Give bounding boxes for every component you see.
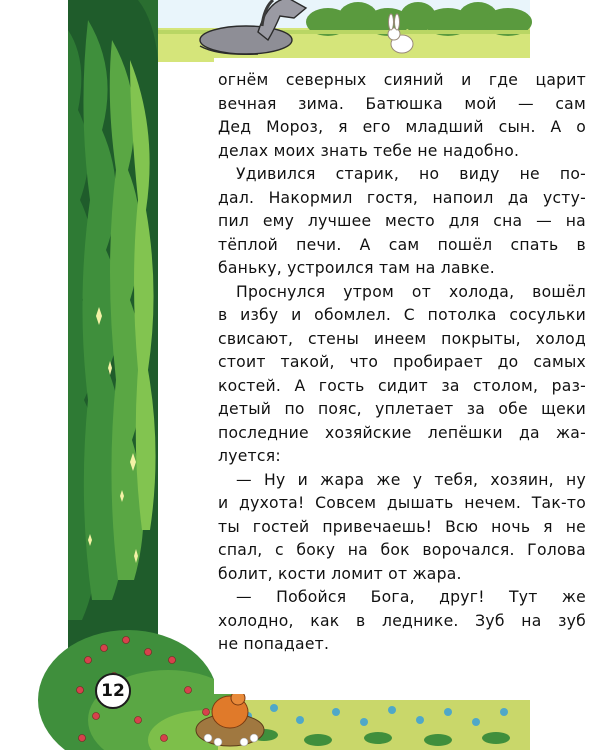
text-line: не попадает. (218, 635, 330, 653)
text-line: и духота! Совсем дышать нечем. Так-то (218, 494, 586, 512)
text-line: детый по пояс, уплетает за обе щеки (218, 400, 586, 418)
text-line: болит, кости ломит от жара. (218, 564, 462, 583)
text-line: в избу и обомлел. С потолка сосульки (218, 306, 586, 324)
text-line: пил ему лучшее место для сна — на (218, 212, 586, 230)
text-line: последние хозяйские лепёшки да жа- (218, 423, 586, 442)
text-line: Проснулся утром от холода, вошёл (236, 282, 586, 301)
paragraph-5 (218, 586, 586, 657)
text-line: луется: (218, 447, 281, 465)
text-line: ты гостей привечаешь! Всю ночь я не (218, 517, 586, 536)
text-line: Дед Мороз, я его младший сын. А о (218, 118, 586, 136)
paragraph-1 (218, 69, 586, 163)
text-line: тёплой печи. А сам пошёл спать в (218, 235, 586, 254)
text-line: дал. Накормил гостя, напоил да усту- (218, 188, 586, 207)
text-line: огнём северных сияний и где царит (218, 71, 586, 89)
text-line: Удивился старик, но виду не по- (236, 165, 586, 183)
story-text (218, 69, 586, 657)
paragraph-2 (218, 163, 586, 281)
text-line: — Побойся Бога, друг! Тут же (236, 588, 586, 606)
text-line: — Ну и жара же у тебя, хозяин, ну (236, 470, 586, 489)
page-number: 12 (95, 673, 131, 709)
text-line: вечная зима. Батюшка мой — сам (218, 94, 586, 113)
paragraph-4 (218, 469, 586, 587)
text-line: холодно, как в леднике. Зуб на зуб (218, 611, 586, 630)
text-line: свисают, стены инеем покрыты, холод (218, 329, 586, 348)
text-line: костей. А гость сидит за столом, раз- (218, 376, 586, 395)
text-line: делах моих знать тебе не надобно. (218, 141, 520, 160)
text-line: стоит такой, что пробирает до самых (218, 353, 586, 371)
text-line: спал, с боку на бок ворочался. Голова (218, 541, 586, 559)
text-line: баньку, устроился там на лавке. (218, 259, 495, 277)
book-page (68, 0, 586, 750)
paragraph-3 (218, 281, 586, 469)
